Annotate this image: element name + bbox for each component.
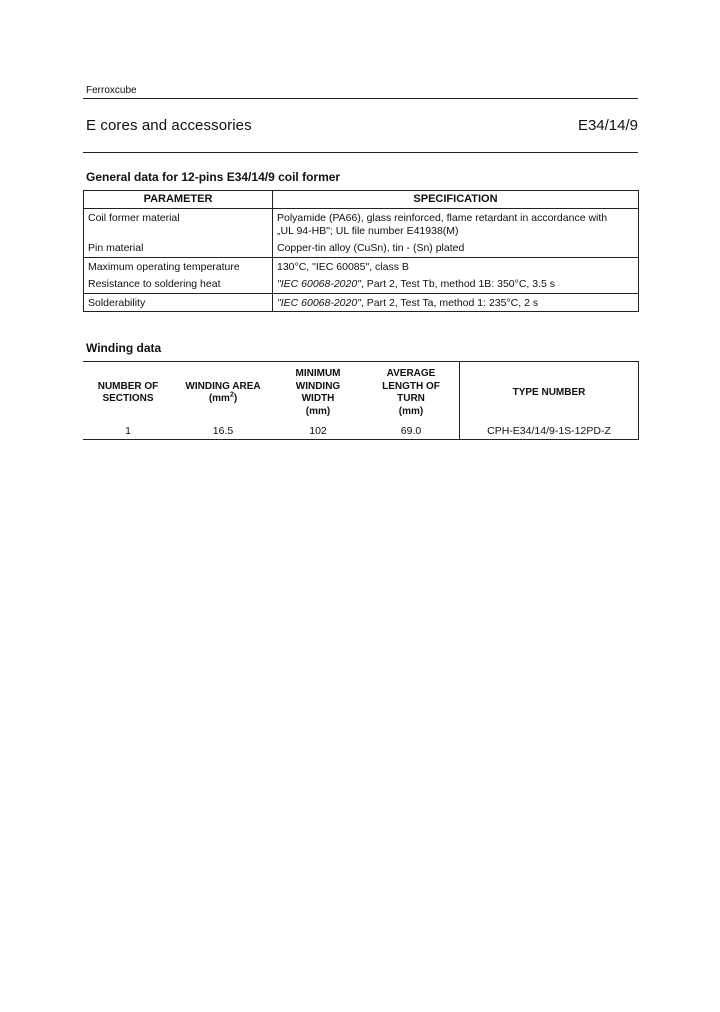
spec-text: „UL 94-HB"; UL file number E41938(M) [277,224,459,237]
winding-area-column-header: WINDING AREA $(mm^2)$ [173,362,273,425]
standard-ref: "IEC 60068-2020" [277,296,361,309]
spec-text: , Part 2, Test Tb, method 1B: 350°C, 3.5 s [360,278,556,290]
standard-ref: "IEC 60068-2020" [277,278,361,290]
specification-column-header: SPECIFICATION [273,191,639,209]
general-data-table [83,190,639,312]
spec-cell [273,209,639,240]
table-row [84,239,639,257]
winding-area-cell: 16.5 [173,424,273,440]
document-code: E34/14/9 [577,117,638,134]
param-cell: Resistance to soldering heat [84,275,273,293]
spec-cell: Copper-tin alloy (CuSn), tin - (Sn) plated [273,239,639,257]
spec-text: , Part 2, Test Ta, method 1: 235°C, 2 s [360,296,539,309]
param-cell: Coil former material [84,209,273,240]
min-winding-width-column-header: MINIMUM WINDING WIDTH (mm) [273,362,363,425]
parameter-column-header: PARAMETER [84,191,273,209]
min-width-cell: 102 [273,424,363,440]
brand-name: Ferroxcube [86,85,137,96]
document-title: E cores and accessories [86,117,252,134]
spec-cell: 130°C, "IEC 60085", class B [273,257,639,275]
spec-cell [273,293,639,312]
sections-cell: 1 [83,424,173,440]
title-rule [83,152,638,153]
table-row [84,293,639,312]
type-number-cell: CPH-E34/14/9-1S-12PD-Z [460,424,639,440]
winding-data-heading: Winding data [86,341,162,355]
param-cell: Pin material [84,239,273,257]
param-cell: Maximum operating temperature [84,257,273,275]
general-data-heading: General data for 12-pins E34/14/9 coil former [86,170,341,184]
table-header-row [84,191,639,209]
spec-cell [273,275,639,293]
header-rule [83,98,638,99]
table-row [84,209,639,240]
winding-data-table [83,361,639,440]
spec-text: Polyamide (PA66), glass reinforced, flame retardant in accordance with [277,212,608,224]
table-row [84,257,639,275]
table-row [83,424,639,440]
type-number-column-header: TYPE NUMBER [460,362,639,425]
table-row [84,275,639,293]
sections-column-header: NUMBER OF SECTIONS [83,362,173,425]
param-cell: Solderability [84,293,273,312]
turn-length-cell: 69.0 [363,424,460,440]
table-header-row [83,362,639,425]
avg-turn-length-column-header: AVERAGE LENGTH OF TURN (mm) [363,362,460,425]
